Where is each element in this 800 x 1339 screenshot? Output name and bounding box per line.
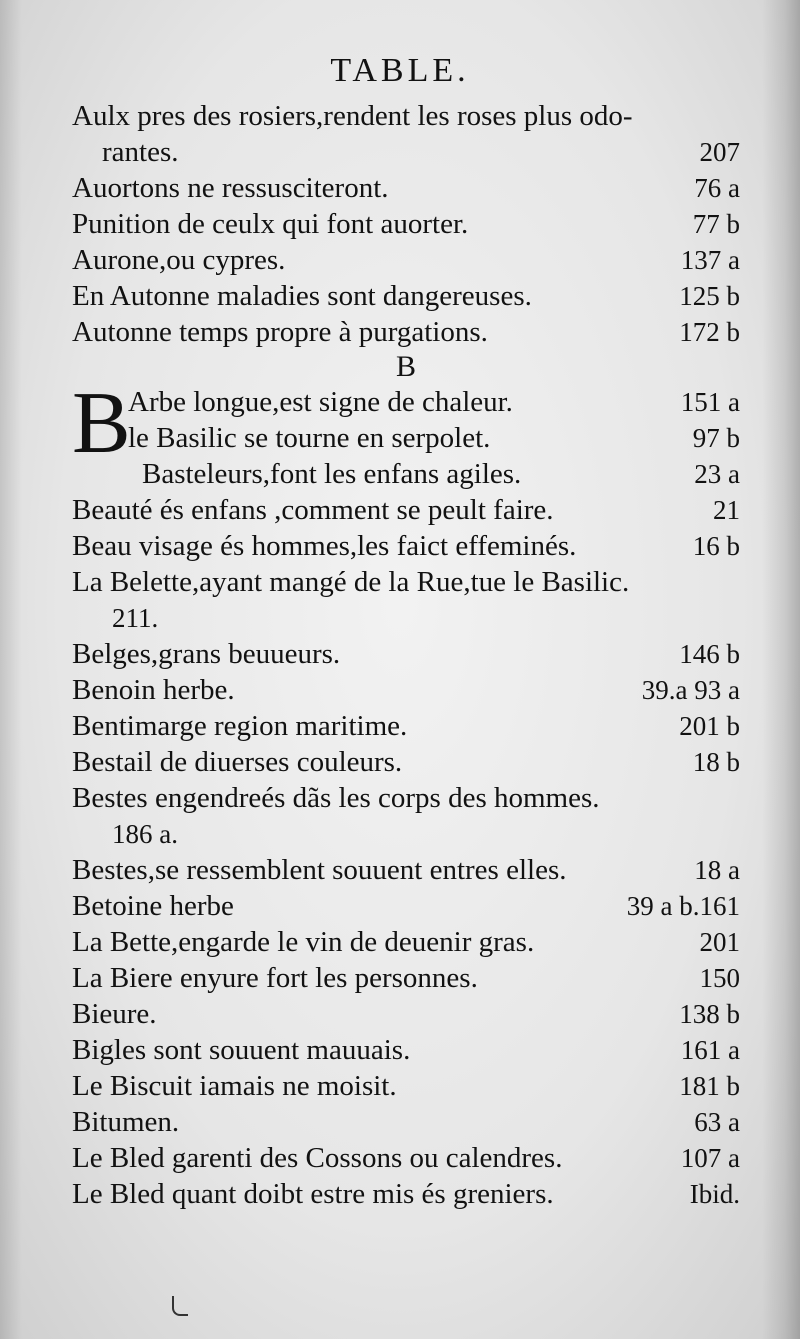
entry-text: Aulx pres des rosiers,rendent les roses plus odo- bbox=[72, 100, 633, 132]
entry-page: Ibid. bbox=[689, 1179, 740, 1209]
entry-page: 201 b bbox=[679, 711, 740, 741]
entry-text: Bestes engendreés dãs les corps des hommes. bbox=[72, 782, 600, 814]
entry-page: 18 b bbox=[692, 747, 740, 777]
entry-text: Le Bled garenti des Cossons ou calendres. bbox=[72, 1142, 563, 1174]
index-entry bbox=[72, 492, 740, 528]
entry-page: 97 b bbox=[692, 423, 740, 453]
index-entry bbox=[72, 672, 740, 708]
index-entry bbox=[72, 780, 740, 816]
index-entry bbox=[72, 708, 740, 744]
index-entry bbox=[72, 1176, 740, 1212]
index-entry bbox=[72, 456, 740, 492]
index-entry bbox=[72, 996, 740, 1032]
index-entry bbox=[72, 314, 740, 350]
page-shadow-left bbox=[0, 0, 22, 1339]
entry-text: Basteleurs,font les enfans agiles. bbox=[142, 458, 522, 490]
entry-text: Belges,grans beuueurs. bbox=[72, 638, 341, 670]
index-entry bbox=[72, 852, 740, 888]
entry-text: Bestail de diuerses couleurs. bbox=[72, 746, 403, 778]
entry-page: 146 b bbox=[679, 639, 740, 669]
entry-text: Benoin herbe. bbox=[72, 674, 235, 706]
index-entry bbox=[72, 98, 740, 134]
entry-text: Auortons ne ressusciteront. bbox=[72, 172, 389, 204]
index-entry bbox=[72, 924, 740, 960]
index-entry bbox=[72, 1104, 740, 1140]
entry-text: Betoine herbe bbox=[72, 890, 234, 922]
index-entry bbox=[72, 528, 740, 564]
entry-text: La Belette,ayant mangé de la Rue,tue le Basilic. bbox=[72, 566, 630, 598]
index-entry bbox=[72, 1068, 740, 1104]
entry-text: Arbe longue,est signe de chaleur. bbox=[128, 386, 513, 418]
entry-text: La Biere enyure fort les personnes. bbox=[72, 962, 478, 994]
entry-page: 161 a bbox=[680, 1035, 740, 1065]
index-entry-continuation: 186 a. bbox=[112, 819, 178, 849]
entry-page: 138 b bbox=[679, 999, 740, 1029]
entry-page: 18 a bbox=[694, 855, 740, 885]
entry-text: Le Biscuit iamais ne moisit. bbox=[72, 1070, 397, 1102]
entry-text: le Basilic se tourne en serpolet. bbox=[128, 422, 491, 454]
index-entry bbox=[72, 420, 740, 456]
page-shadow-right bbox=[762, 0, 800, 1339]
entry-page: 181 b bbox=[679, 1071, 740, 1101]
index-entry-continuation bbox=[72, 134, 740, 170]
entry-page: 76 a bbox=[694, 173, 740, 203]
index-entry bbox=[72, 242, 740, 278]
entry-page: 207 bbox=[699, 137, 740, 167]
entry-text: Bigles sont souuent mauuais. bbox=[72, 1034, 411, 1066]
index-entry bbox=[72, 384, 740, 420]
entry-text: Bieure. bbox=[72, 998, 157, 1030]
entry-text: Le Bled quant doibt estre mis és greniers. bbox=[72, 1178, 554, 1210]
entry-page: 39 a b.161 bbox=[626, 891, 740, 921]
entry-page: 137 a bbox=[680, 245, 740, 275]
index-entry bbox=[72, 170, 740, 206]
index-entry bbox=[72, 206, 740, 242]
entry-page: 63 a bbox=[694, 1107, 740, 1137]
entry-text: La Bette,engarde le vin de deuenir gras. bbox=[72, 926, 535, 958]
entry-page: 16 b bbox=[692, 531, 740, 561]
entry-page: 77 b bbox=[692, 209, 740, 239]
index-entry-continuation: 211. bbox=[112, 603, 159, 633]
entry-text: Punition de ceulx qui font auorter. bbox=[72, 208, 469, 240]
ink-mark bbox=[172, 1296, 188, 1316]
index-entry bbox=[72, 636, 740, 672]
entry-text: Beau visage és hommes,les faict effeminés. bbox=[72, 530, 577, 562]
index-entry bbox=[72, 1140, 740, 1176]
entry-text: Beauté és enfans ,comment se peult faire. bbox=[72, 494, 554, 526]
entry-text: Autonne temps propre à purgations. bbox=[72, 316, 488, 348]
index-entry bbox=[72, 888, 740, 924]
index-entries bbox=[72, 98, 740, 1212]
entry-page: 125 b bbox=[679, 281, 740, 311]
entry-page: 21 bbox=[713, 495, 740, 525]
entry-page: 23 a bbox=[694, 459, 740, 489]
entry-page: 107 a bbox=[680, 1143, 740, 1173]
entry-page: 151 a bbox=[680, 387, 740, 417]
index-entry bbox=[72, 564, 740, 600]
entry-text: Bitumen. bbox=[72, 1106, 180, 1138]
entry-page: 39.a 93 a bbox=[641, 675, 740, 705]
index-entry bbox=[72, 960, 740, 996]
index-entry bbox=[72, 744, 740, 780]
section-letter-b: B bbox=[395, 350, 416, 383]
index-entry bbox=[72, 1032, 740, 1068]
entry-page: 150 bbox=[699, 963, 740, 993]
dropcap-block bbox=[72, 375, 740, 472]
entry-text: En Autonne maladies sont dangereuses. bbox=[72, 280, 532, 312]
entry-text: Bentimarge region maritime. bbox=[72, 710, 408, 742]
index-entry bbox=[72, 278, 740, 314]
entry-page: 172 b bbox=[679, 317, 740, 347]
entry-text: Bestes,se ressemblent souuent entres elles. bbox=[72, 854, 567, 886]
drop-cap-letter: B bbox=[72, 375, 131, 472]
entry-text: Aurone,ou cypres. bbox=[72, 244, 286, 276]
page-header: TABLE. bbox=[330, 52, 470, 89]
entry-text: rantes. bbox=[102, 136, 179, 168]
entry-page: 201 bbox=[699, 927, 740, 957]
